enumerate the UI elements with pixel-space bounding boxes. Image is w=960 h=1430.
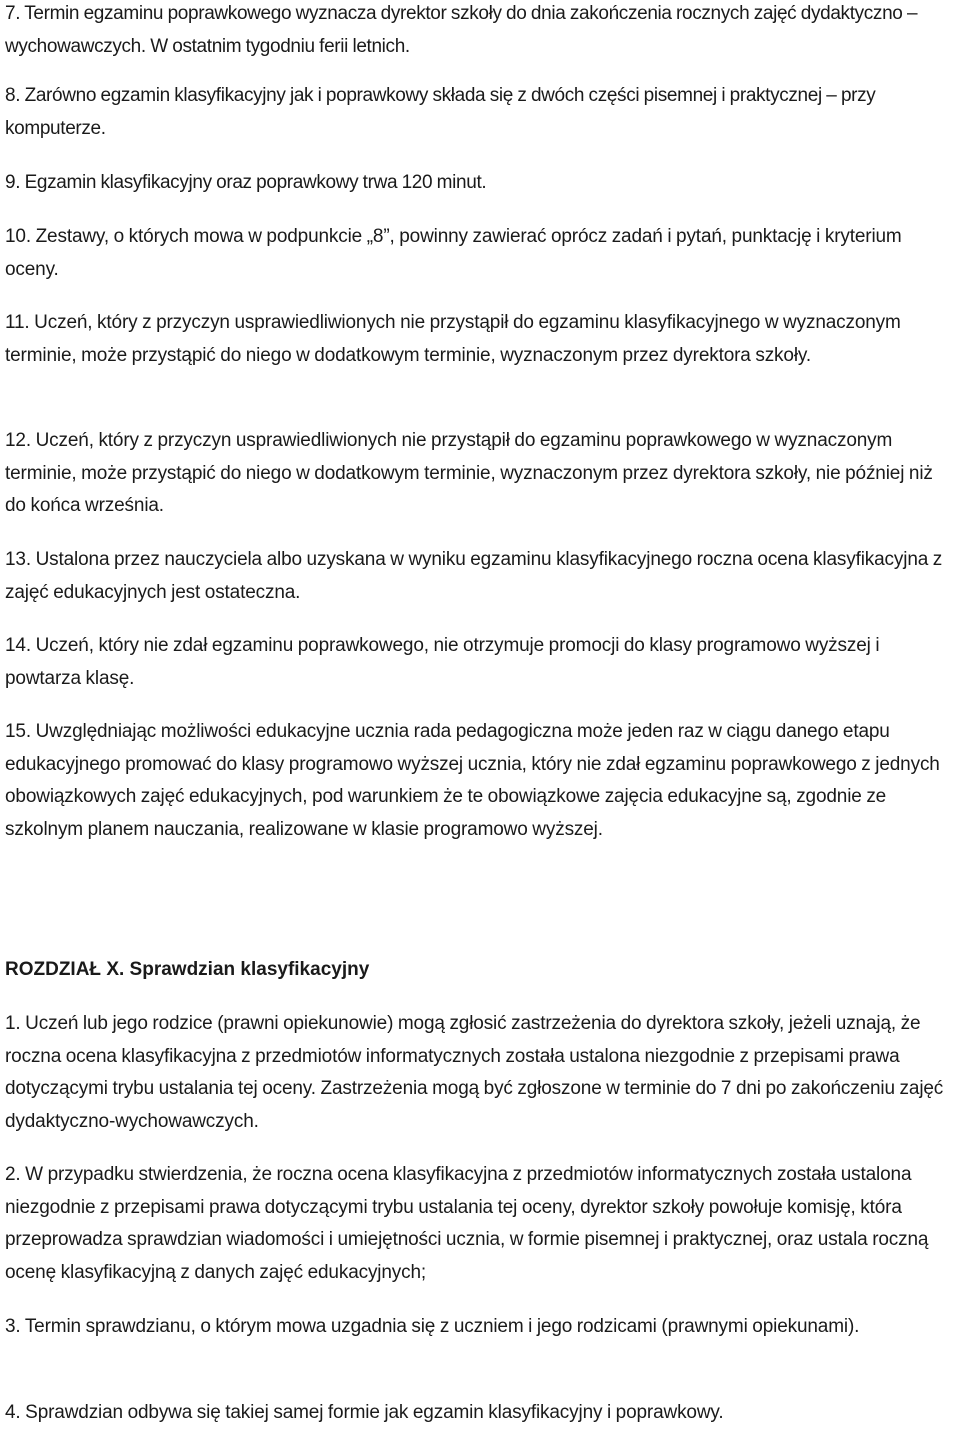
paragraph-12: 12. Uczeń, który z przyczyn usprawiedliwionych nie przystąpił do egzaminu poprawkowego w wyznaczonym terminie, może przystąpić do niego w dodatkowym terminie, wyznaczonym przez dyrektora szkoły, nie później niż do końca września. — [5, 430, 933, 517]
section-paragraph-1: 1. Uczeń lub jego rodzice (prawni opiekunowie) mogą zgłosić zastrzeżenia do dyrektora szkoły, jeżeli uznają, że roczna ocena klasyfikacyjna z przedmiotów informatycznych została ustalona niezgodnie z przepisami prawa dotyczącymi trybu ustalania tej oceny. Zastrzeżenia mogą być zgłoszone w terminie do 7 dni po zakończeniu zajęć dydaktyczno-wychowawczych. — [5, 1013, 944, 1132]
paragraph-10: 10. Zestawy, o których mowa w podpunkcie „8”, powinny zawierać oprócz zadań i pytań, punktację i kryterium oceny. — [5, 226, 902, 280]
paragraph-14: 14. Uczeń, który nie zdał egzaminu poprawkowego, nie otrzymuje promocji do klasy programowo wyższej i powtarza klasę. — [5, 635, 880, 689]
paragraph-7: 7. Termin egzaminu poprawkowego wyznacza dyrektor szkoły do dnia zakończenia rocznych zajęć dydaktyczno – wychowawczych. W ostatnim tygodniu ferii letnich. — [5, 3, 918, 57]
paragraph-11: 11. Uczeń, który z przyczyn usprawiedliwionych nie przystąpił do egzaminu klasyfikacyjnego w wyznaczonym terminie, może przystąpić do niego w dodatkowym terminie, wyznaczonym przez dyrektora szkoły. — [5, 312, 901, 366]
section-paragraph-4: 4. Sprawdzian odbywa się takiej samej formie jak egzamin klasyfikacyjny i poprawkowy. — [5, 1402, 724, 1423]
paragraph-8: 8. Zarówno egzamin klasyfikacyjny jak i poprawkowy składa się z dwóch części pisemnej i praktycznej – przy komputerze. — [5, 85, 876, 139]
paragraph-15: 15. Uwzględniając możliwości edukacyjne ucznia rada pedagogiczna może jeden raz w ciągu danego etapu edukacyjnego promować do klasy programowo wyższej ucznia, który nie zdał egzaminu poprawkowego z jednych obowiązkowych zajęć edukacyjnych, pod warunkiem że te obowiązkowe zajęcia edukacyjne są, zgodnie ze szkolnym planem nauczania, realizowane w klasie programowo wyższej. — [5, 721, 940, 840]
section-paragraph-2: 2. W przypadku stwierdzenia, że roczna ocena klasyfikacyjna z przedmiotów informatycznych została ustalona niezgodnie z przepisami prawa dotyczącymi trybu ustalania tej oceny, dyrektor szkoły powołuje komisję, która przeprowadza sprawdzian wiadomości i umiejętności ucznia, w formie pisemnej i praktycznej, oraz ustala roczną ocenę klasyfikacyjną z danych zajęć edukacyjnych; — [5, 1164, 929, 1283]
section-paragraph-3: 3. Termin sprawdzianu, o którym mowa uzgadnia się z uczniem i jego rodzicami (prawnymi opiekunami). — [5, 1316, 860, 1337]
paragraph-13: 13. Ustalona przez nauczyciela albo uzyskana w wyniku egzaminu klasyfikacyjnego roczna ocena klasyfikacyjna z zajęć edukacyjnych jest ostateczna. — [5, 549, 943, 603]
paragraph-9: 9. Egzamin klasyfikacyjny oraz poprawkowy trwa 120 minut. — [5, 172, 487, 193]
section-heading: ROZDZIAŁ X. Sprawdzian klasyfikacyjny — [5, 959, 370, 980]
